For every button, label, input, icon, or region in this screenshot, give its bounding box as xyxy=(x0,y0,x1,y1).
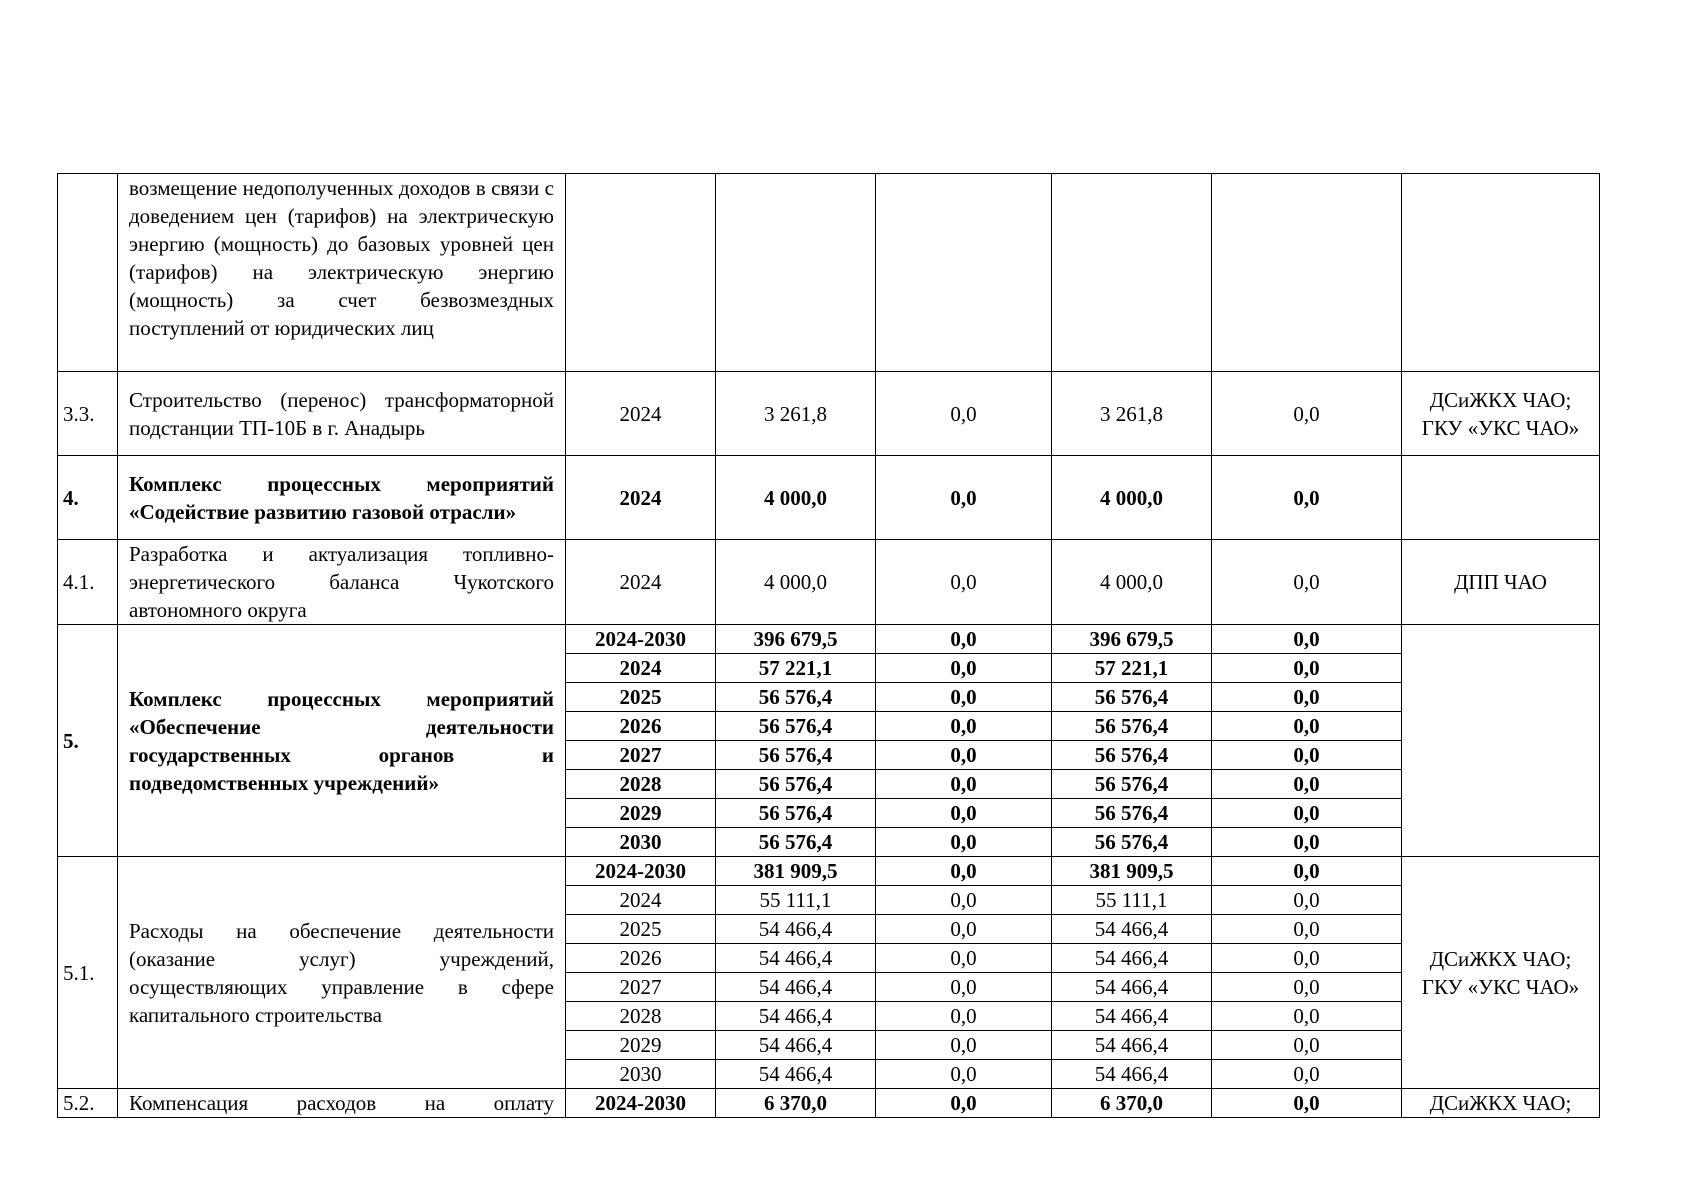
row-number: 4.1. xyxy=(58,540,118,625)
federal-budget-cell: 0,0 xyxy=(876,712,1052,741)
total-cell: 56 576,4 xyxy=(716,712,876,741)
other-sources-cell: 0,0 xyxy=(1212,540,1402,625)
row-title: Строительство (перенос) трансформаторной подстанции ТП-10Б в г. Анадырь xyxy=(118,372,566,456)
regional-budget-cell: 396 679,5 xyxy=(1052,625,1212,654)
federal-budget-cell: 0,0 xyxy=(876,828,1052,857)
federal-budget-cell: 0,0 xyxy=(876,683,1052,712)
total-cell: 4 000,0 xyxy=(716,456,876,540)
year-cell: 2028 xyxy=(566,1002,716,1031)
year-cell: 2029 xyxy=(566,799,716,828)
total-cell: 55 111,1 xyxy=(716,886,876,915)
other-sources-cell: 0,0 xyxy=(1212,1031,1402,1060)
federal-budget-cell: 0,0 xyxy=(876,654,1052,683)
executor-cell xyxy=(1402,174,1600,372)
federal-budget-cell: 0,0 xyxy=(876,915,1052,944)
year-cell: 2029 xyxy=(566,1031,716,1060)
other-sources-cell: 0,0 xyxy=(1212,770,1402,799)
other-sources-cell: 0,0 xyxy=(1212,1060,1402,1089)
year-cell: 2024 xyxy=(566,456,716,540)
other-sources-cell: 0,0 xyxy=(1212,654,1402,683)
year-cell: 2024 xyxy=(566,540,716,625)
federal-budget-cell: 0,0 xyxy=(876,857,1052,886)
other-sources-cell: 0,0 xyxy=(1212,456,1402,540)
regional-budget-cell: 4 000,0 xyxy=(1052,456,1212,540)
regional-budget-cell: 56 576,4 xyxy=(1052,683,1212,712)
other-sources-cell: 0,0 xyxy=(1212,1089,1402,1118)
regional-budget-cell: 54 466,4 xyxy=(1052,1060,1212,1089)
table-row xyxy=(58,540,1600,625)
other-sources-cell: 0,0 xyxy=(1212,886,1402,915)
year-cell: 2024-2030 xyxy=(566,1089,716,1118)
other-sources-cell: 0,0 xyxy=(1212,973,1402,1002)
table-row xyxy=(58,625,1600,654)
row-title: Расходы на обеспечение деятельности (оказание услуг) учреждений, осуществляющих управление в сфере капитального строительства xyxy=(118,857,566,1089)
executor-cell xyxy=(1402,456,1600,540)
year-cell: 2024 xyxy=(566,886,716,915)
federal-budget-cell: 0,0 xyxy=(876,456,1052,540)
regional-budget-cell: 6 370,0 xyxy=(1052,1089,1212,1118)
row-number xyxy=(58,174,118,372)
federal-budget-cell: 0,0 xyxy=(876,1060,1052,1089)
total-cell: 4 000,0 xyxy=(716,540,876,625)
total-cell: 54 466,4 xyxy=(716,1002,876,1031)
row-number: 3.3. xyxy=(58,372,118,456)
other-sources-cell: 0,0 xyxy=(1212,1002,1402,1031)
regional-budget-cell: 55 111,1 xyxy=(1052,886,1212,915)
total-cell: 56 576,4 xyxy=(716,770,876,799)
regional-budget-cell: 381 909,5 xyxy=(1052,857,1212,886)
federal-budget-cell: 0,0 xyxy=(876,741,1052,770)
regional-budget-cell: 56 576,4 xyxy=(1052,770,1212,799)
total-cell: 56 576,4 xyxy=(716,741,876,770)
other-sources-cell: 0,0 xyxy=(1212,712,1402,741)
row-number: 5. xyxy=(58,625,118,857)
executor-cell: ДПП ЧАО xyxy=(1402,540,1600,625)
regional-budget-cell: 3 261,8 xyxy=(1052,372,1212,456)
total-cell: 396 679,5 xyxy=(716,625,876,654)
regional-budget-cell: 4 000,0 xyxy=(1052,540,1212,625)
table-row xyxy=(58,857,1600,886)
regional-budget-cell: 56 576,4 xyxy=(1052,741,1212,770)
executor-cell: ДСиЖКХ ЧАО; ГКУ «УКС ЧАО» xyxy=(1402,372,1600,456)
row-number: 5.1. xyxy=(58,857,118,1089)
total-cell: 56 576,4 xyxy=(716,683,876,712)
total-cell: 56 576,4 xyxy=(716,828,876,857)
total-cell: 54 466,4 xyxy=(716,944,876,973)
regional-budget-cell: 57 221,1 xyxy=(1052,654,1212,683)
other-sources-cell: 0,0 xyxy=(1212,625,1402,654)
total-cell: 381 909,5 xyxy=(716,857,876,886)
year-cell xyxy=(566,174,716,372)
federal-budget-cell: 0,0 xyxy=(876,1002,1052,1031)
table-row xyxy=(58,174,1600,372)
year-cell: 2024 xyxy=(566,372,716,456)
federal-budget-cell: 0,0 xyxy=(876,1089,1052,1118)
federal-budget-cell: 0,0 xyxy=(876,770,1052,799)
row-title: Комплекс процессных мероприятий «Обеспечение деятельности государственных органов и подведомственных учреждений» xyxy=(118,625,566,857)
year-cell: 2024 xyxy=(566,654,716,683)
federal-budget-cell: 0,0 xyxy=(876,1031,1052,1060)
regional-budget-cell: 54 466,4 xyxy=(1052,915,1212,944)
year-cell: 2026 xyxy=(566,944,716,973)
total-cell: 54 466,4 xyxy=(716,1060,876,1089)
total-cell: 54 466,4 xyxy=(716,973,876,1002)
other-sources-cell: 0,0 xyxy=(1212,372,1402,456)
other-sources-cell xyxy=(1212,174,1402,372)
year-cell: 2024-2030 xyxy=(566,625,716,654)
regional-budget-cell: 54 466,4 xyxy=(1052,944,1212,973)
regional-budget-cell: 54 466,4 xyxy=(1052,1031,1212,1060)
regional-budget-cell: 54 466,4 xyxy=(1052,1002,1212,1031)
year-cell: 2027 xyxy=(566,741,716,770)
regional-budget-cell xyxy=(1052,174,1212,372)
year-cell: 2025 xyxy=(566,915,716,944)
regional-budget-cell: 54 466,4 xyxy=(1052,973,1212,1002)
row-title: Комплекс процессных мероприятий «Содействие развитию газовой отрасли» xyxy=(118,456,566,540)
total-cell: 56 576,4 xyxy=(716,799,876,828)
other-sources-cell: 0,0 xyxy=(1212,683,1402,712)
year-cell: 2025 xyxy=(566,683,716,712)
total-cell: 57 221,1 xyxy=(716,654,876,683)
federal-budget-cell: 0,0 xyxy=(876,372,1052,456)
row-title: возмещение недополученных доходов в связи с доведением цен (тарифов) на электрическую энергию (мощность) до базовых уровней цен (тарифов) на электрическую энергию (мощность) за счет безвозмездных поступлений от юридических лиц xyxy=(118,174,566,372)
row-number: 5.2. xyxy=(58,1089,118,1118)
year-cell: 2026 xyxy=(566,712,716,741)
other-sources-cell: 0,0 xyxy=(1212,741,1402,770)
total-cell: 3 261,8 xyxy=(716,372,876,456)
executor-cell: ДСиЖКХ ЧАО; ГКУ «УКС ЧАО» xyxy=(1402,857,1600,1089)
row-title: Компенсация расходов на оплату xyxy=(118,1089,566,1118)
other-sources-cell: 0,0 xyxy=(1212,828,1402,857)
other-sources-cell: 0,0 xyxy=(1212,915,1402,944)
table-row xyxy=(58,456,1600,540)
federal-budget-cell: 0,0 xyxy=(876,799,1052,828)
executor-cell xyxy=(1402,625,1600,857)
year-cell: 2030 xyxy=(566,828,716,857)
year-cell: 2024-2030 xyxy=(566,857,716,886)
other-sources-cell: 0,0 xyxy=(1212,857,1402,886)
regional-budget-cell: 56 576,4 xyxy=(1052,712,1212,741)
regional-budget-cell: 56 576,4 xyxy=(1052,828,1212,857)
total-cell: 54 466,4 xyxy=(716,1031,876,1060)
year-cell: 2028 xyxy=(566,770,716,799)
total-cell: 54 466,4 xyxy=(716,915,876,944)
federal-budget-cell: 0,0 xyxy=(876,625,1052,654)
federal-budget-cell: 0,0 xyxy=(876,973,1052,1002)
table-row xyxy=(58,1089,1600,1118)
total-cell xyxy=(716,174,876,372)
row-title: Разработка и актуализация топливно-энергетического баланса Чукотского автономного округа xyxy=(118,540,566,625)
program-table xyxy=(57,173,1600,1118)
other-sources-cell: 0,0 xyxy=(1212,944,1402,973)
other-sources-cell: 0,0 xyxy=(1212,799,1402,828)
federal-budget-cell xyxy=(876,174,1052,372)
federal-budget-cell: 0,0 xyxy=(876,886,1052,915)
table-row xyxy=(58,372,1600,456)
regional-budget-cell: 56 576,4 xyxy=(1052,799,1212,828)
row-number: 4. xyxy=(58,456,118,540)
federal-budget-cell: 0,0 xyxy=(876,540,1052,625)
executor-cell: ДСиЖКХ ЧАО; xyxy=(1402,1089,1600,1118)
federal-budget-cell: 0,0 xyxy=(876,944,1052,973)
total-cell: 6 370,0 xyxy=(716,1089,876,1118)
year-cell: 2030 xyxy=(566,1060,716,1089)
year-cell: 2027 xyxy=(566,973,716,1002)
